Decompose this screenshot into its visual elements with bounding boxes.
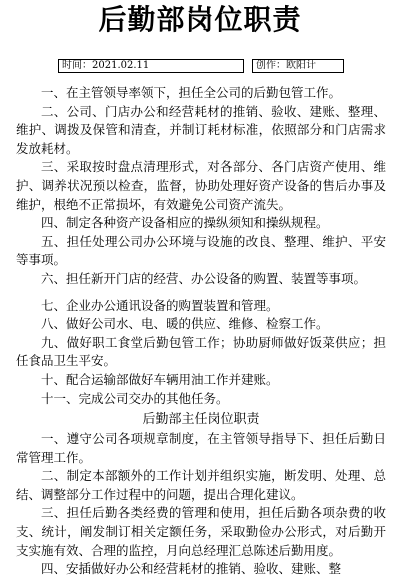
duty-item-9: 九、做好职工食堂后勤包管工作；协助厨师做好饭菜供应；担任食品卫生平安。 bbox=[16, 334, 386, 369]
duty-item-4: 四、制定各种资产设备相应的操纵须知和操纵规程。 bbox=[41, 215, 329, 231]
director-duty-item-2: 二、制定本部额外的工作计划并组织实施，断发明、处理、总结、调整部分工作过程中的问题，提出合理化建议。 bbox=[16, 468, 386, 502]
document-body bbox=[16, 84, 386, 579]
section-heading: 后勤部主任岗位职责 bbox=[142, 412, 260, 428]
duty-item-1: 一、在主管领导率领下，担任全公司的后勤包管工作。 bbox=[41, 85, 342, 100]
duty-item-10: 十、配合运输部做好车辆用油工作并建账。 bbox=[41, 371, 279, 387]
duty-item-6: 六、担任新开门店的经营、办公设备的购置、装置等事项。 bbox=[41, 270, 367, 286]
duty-item-2: 二、公司、门店办公和经营耗材的推销、验收、建账、整理、维护、调拨及保管和清查，并制订耗材标准，依照部分和门店需求发放耗材。 bbox=[16, 103, 386, 156]
author-field: 创作：欧阳计 bbox=[252, 59, 344, 73]
duty-item-11: 十一、完成公司交办的其他任务。 bbox=[41, 390, 229, 406]
director-duty-item-3: 三、担任后勤各类经费的管理和使用，担任后勤各项杂费的收支、统计，阐发制订相关定额任务，采取勤俭办公形式，对后勤开支实施有效、合理的监控，月向总经理汇总陈述后勤用度。 bbox=[16, 505, 386, 558]
date-field: 时间：2021.02.11 bbox=[58, 59, 244, 73]
duty-item-7: 七、企业办公通讯设备的购置装置和管理。 bbox=[41, 297, 279, 313]
director-duty-item-1: 一、遵守公司各项规章制度，在主管领导指导下、担任后勤日常管理工作。 bbox=[16, 431, 386, 465]
duty-item-5: 五、担任处理公司办公环境与设施的改良、整理、维护、平安等事项。 bbox=[16, 233, 386, 268]
duty-item-8: 八、做好公司水、电、暖的供应、维修、检察工作。 bbox=[41, 316, 329, 332]
director-duty-item-4: 四、安插做好办公和经营耗材的推销、验收、建账、整 bbox=[41, 561, 342, 577]
document-title: 后勤部岗位职责 bbox=[98, 3, 302, 36]
duty-item-3: 三、采取按时盘点清理形式，对各部分、各门店资产使用、维护、调养状况预以检查，监督，协助处理好资产设备的售后办事及维护，根绝不正常损坏，有效避免公司资产流失。 bbox=[16, 159, 386, 212]
